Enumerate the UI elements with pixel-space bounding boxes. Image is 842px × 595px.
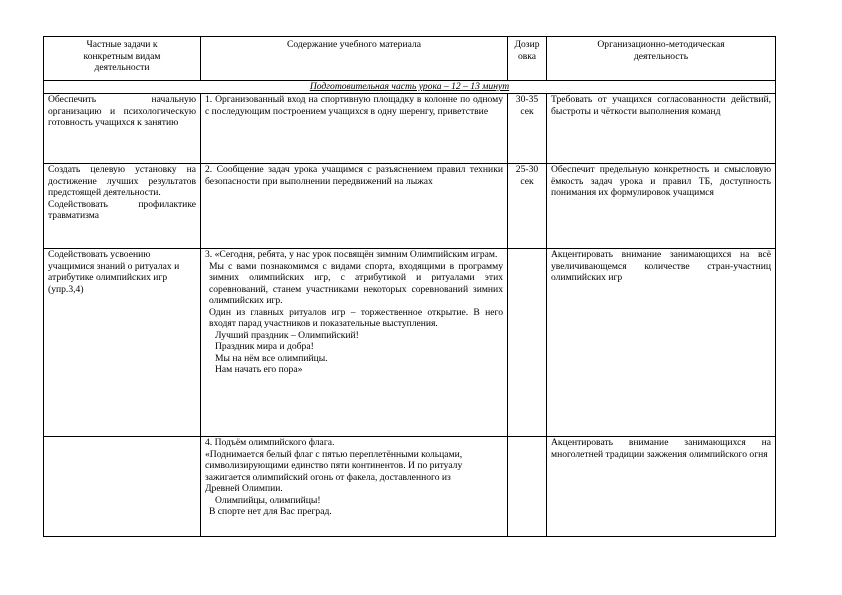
table-row	[44, 437, 776, 537]
content-cell	[201, 437, 508, 537]
task-cell: Обеспечить начальную организацию и психологическую готовность учащихся к занятию	[44, 94, 201, 164]
poem-line: Мы на нём все олимпийцы.	[215, 352, 328, 364]
dosage-cell: 30-35 сек	[508, 94, 547, 164]
poem-line: В спорте нет для Вас преград.	[209, 506, 332, 517]
table-row	[44, 94, 776, 164]
task-cell	[44, 437, 201, 537]
lesson-plan-table	[43, 36, 776, 537]
content-paragraph: Один из главных ритуалов игр – торжественное открытие. В него входят парад участников и показательные выступления.	[209, 306, 503, 329]
content-cell	[201, 249, 508, 437]
table-row	[44, 249, 776, 437]
task-text: Содействовать профилактике травматизма	[48, 198, 196, 221]
dosage-cell	[508, 437, 547, 537]
content-cell: 1. Организованный вход на спортивную площадку в колонне по одному с последующим построением учащихся в одну шеренгу, приветствие	[201, 94, 508, 164]
method-cell: Акцентировать внимание занимающихся на многолетней традиции зажжения олимпийского огня	[547, 437, 776, 537]
method-cell: Акцентировать внимание занимающихся на всё увеличивающемся количестве стран-участниц олимпийских игр	[547, 249, 776, 437]
table-row	[44, 164, 776, 249]
content-paragraph: «Поднимается белый флаг с пятью переплетёнными кольцами, символизирующими единство пяти континентов. И по ритуалу зажигается олимпийский огонь от факела, доставленного из Древней Олимпии.	[205, 448, 463, 494]
content-paragraph: 4. Подъём олимпийского флага.	[205, 437, 335, 448]
header-content: Содержание учебного материала	[201, 37, 508, 81]
header-method: Организационно-методическая деятельность	[547, 37, 776, 81]
header-tasks: Частные задачи к конкретным видам деятельности	[44, 37, 201, 81]
poem-line: Нам начать его пора»	[215, 364, 303, 375]
poem-line: Олимпийцы, олимпийцы!	[215, 494, 321, 506]
poem-line: Праздник мира и добра!	[215, 341, 314, 352]
method-cell: Требовать от учащихся согласованности действий, быстроты и чёткости выполнения команд	[547, 94, 776, 164]
dosage-cell	[508, 249, 547, 437]
section-row	[44, 81, 776, 94]
task-cell	[44, 164, 201, 249]
method-cell: Обеспечит предельную конкретность и смысловую ёмкость задач урока и правил ТБ, доступность понимания их формулировок учащимся	[547, 164, 776, 249]
content-paragraph: 3. «Сегодня, ребята, у нас урок посвящён зимним Олимпийским играм.	[205, 249, 498, 260]
header-dosage: Дозировка	[508, 37, 547, 81]
content-cell: 2. Сообщение задач урока учащимся с разъяснением правил техники безопасности при выполнении передвижений на лыжах	[201, 164, 508, 249]
dosage-cell: 25-30 сек	[508, 164, 547, 249]
task-text: Создать целевую установку на достижение лучших результатов предстоящей деятельности.	[48, 164, 196, 198]
table-header-row	[44, 37, 776, 81]
poem-line: Лучший праздник – Олимпийский!	[215, 329, 359, 341]
task-cell: Содействовать усвоению учащимися знаний о ритуалах и атрибутике олимпийских игр (упр.3,4)	[44, 249, 201, 437]
section-title: Подготовительная часть урока – 12 – 13 минут	[44, 81, 776, 94]
content-paragraph: Мы с вами познакомимся с видами спорта, входящими в программу зимних олимпийских игр, с атрибутикой и ритуалами этих соревнований, станем участниками некоторых соревнований зимних олимпийских игр.	[209, 260, 503, 306]
